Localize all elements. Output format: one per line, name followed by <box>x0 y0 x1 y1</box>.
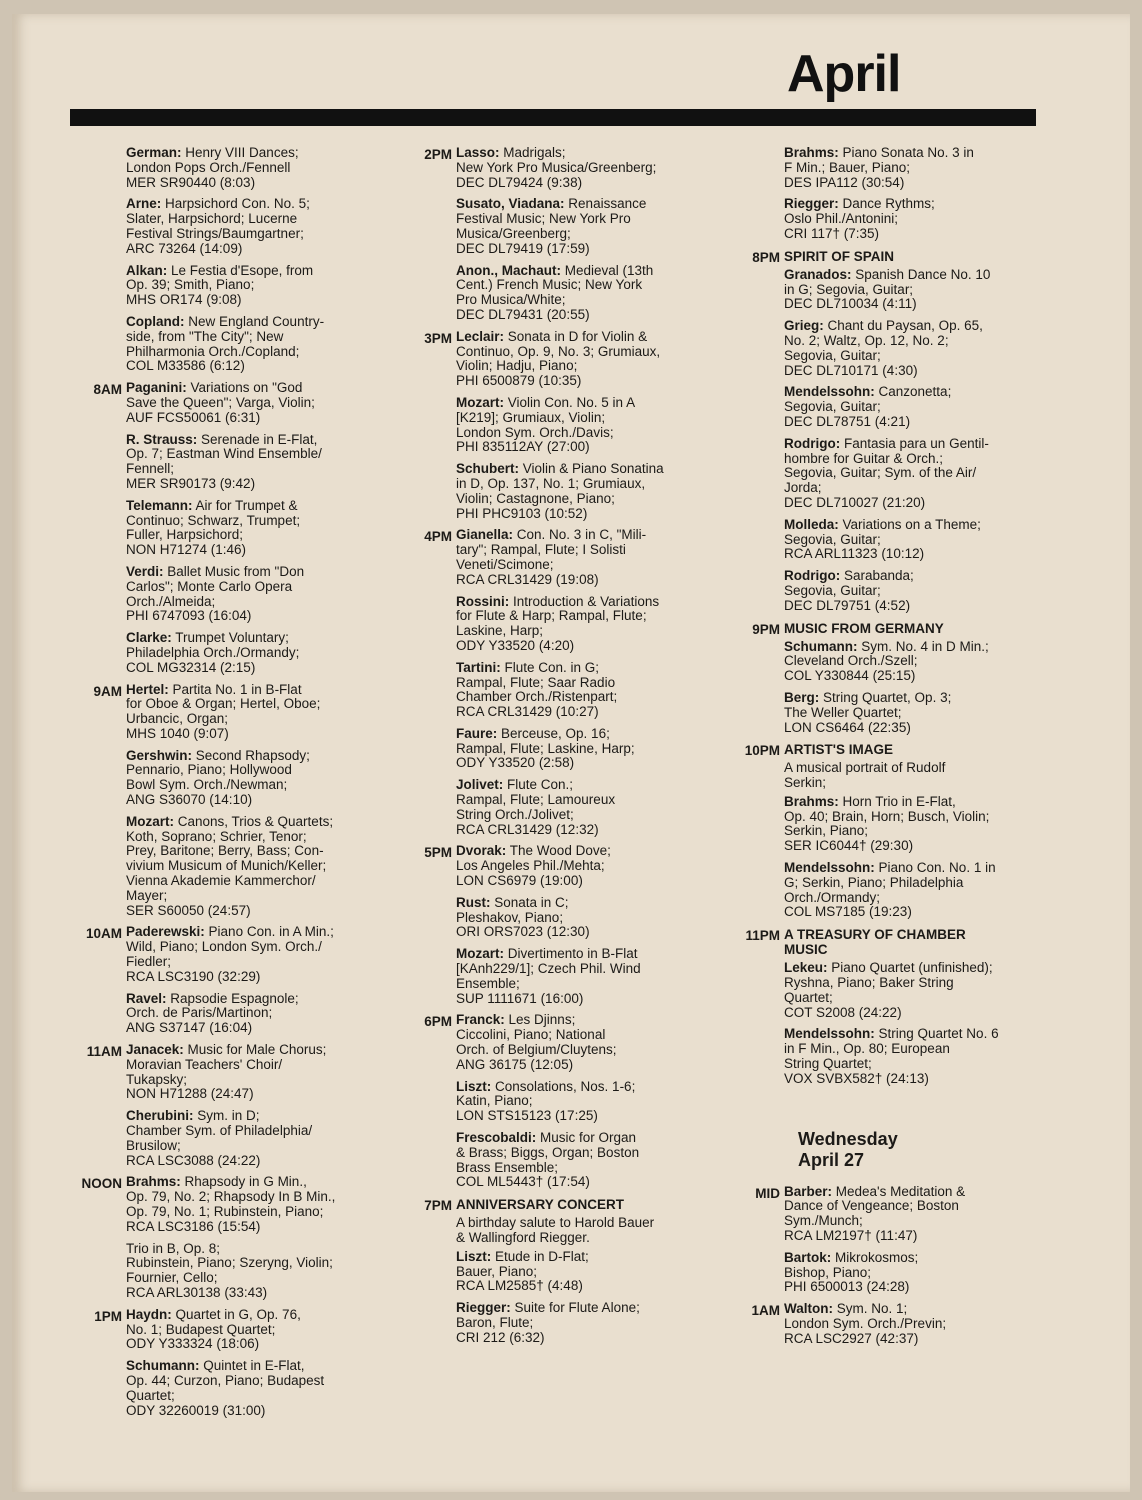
listing-details: Piano Quartet (unfinished); Ryshna, Piano; Baker String Quartet; COT S2008 (24:22) <box>784 960 993 1020</box>
listing-entry <box>126 565 374 624</box>
composer-name: Dvorak: <box>456 843 507 859</box>
listing-details: Con. No. 3 in C, "Mili- tary"; Rampal, Flute; I Solisti Veneti/Scimone; RCA CRL31429 (19:08) <box>456 527 647 587</box>
listing-details: Berceuse, Op. 16; Rampal, Flute; Laskine, Harp; ODY Y33520 (2:58) <box>456 725 635 771</box>
composer-name: Bartok: <box>784 1249 832 1265</box>
listing-details: Etude in D-Flat; Bauer, Piano; RCA LM2585† (4:48) <box>456 1248 589 1294</box>
listing-entry <box>126 315 374 374</box>
time-slot <box>74 1308 374 1419</box>
composer-name: Copland: <box>126 313 185 329</box>
listing-entry <box>784 691 1042 735</box>
time-label: 7PM <box>424 1198 452 1214</box>
program-heading: A TREASURY OF CHAMBER MUSIC <box>784 927 966 958</box>
listing-entry <box>126 381 374 425</box>
listing-entry <box>784 146 1042 190</box>
composer-name: Brahms: <box>784 145 839 160</box>
listing-entry <box>456 264 714 323</box>
listing-details: Spanish Dance No. 10 in G; Segovia, Guitar; DEC DL710034 (4:11) <box>784 266 991 312</box>
composer-name: Liszt: <box>456 1078 492 1094</box>
listing-details: Violin & Piano Sonatina in D, Op. 137, No. 1; Grumiaux, Violin; Castagnone, Piano; PHI PHC9103 (10:52) <box>456 461 664 521</box>
listing-details: Mikrokosmos; Bishop, Piano; PHI 6500013 (24:28) <box>784 1249 919 1295</box>
composer-name: Clarke: <box>126 630 172 646</box>
listing-entry <box>784 1302 1042 1346</box>
composer-name: Paderewski: <box>126 924 205 940</box>
listing-details: Medea's Meditation & Dance of Vengeance; Boston Sym./Munch; RCA LM2197† (11:47) <box>784 1183 966 1244</box>
listing-details: Piano Con. in A Min.; Wild, Piano; London Sym. Orch./ Fiedler; RCA LSC3190 (32:29) <box>126 924 334 984</box>
time-label: 4PM <box>424 529 452 545</box>
listing-entry <box>456 947 714 1006</box>
listing-details: Le Festia d'Esope, from Op. 39; Smith, Piano; MHS OR174 (9:08) <box>126 262 314 308</box>
composer-name: Verdi: <box>126 563 164 579</box>
listing-entry <box>456 1080 714 1124</box>
listing-details: Sonata in C; Pleshakov, Piano; ORI ORS7023 (12:30) <box>456 894 590 940</box>
composer-name: Frescobaldi: <box>456 1130 537 1146</box>
listing-entry <box>126 1308 374 1352</box>
time-slot <box>732 249 1042 614</box>
listing-details: Henry VIII Dances; London Pops Orch./Fennell MER SR90440 (8:03) <box>126 145 299 190</box>
listing-details: Sym. No. 4 in D Min.; Cleveland Orch./Szell; COL Y330844 (25:15) <box>784 638 989 684</box>
listing-entry <box>126 264 374 308</box>
schedule-column-3-bottom <box>732 1185 1042 1347</box>
listing-details: Quintet in E-Flat, Op. 44; Curzon, Piano; Budapest Quartet; ODY 32260019 (31:00) <box>126 1358 325 1418</box>
listing-entry <box>456 661 714 720</box>
listing-entry <box>456 146 714 190</box>
composer-name: Franck: <box>456 1012 505 1028</box>
composer-name: R. Strauss: <box>126 431 198 447</box>
listing-entry <box>126 1043 374 1102</box>
time-label: 11AM <box>86 1044 122 1060</box>
composer-name: Rust: <box>456 894 491 910</box>
time-slot <box>404 1197 714 1345</box>
program-heading: MUSIC FROM GERMANY <box>784 620 944 636</box>
header-rule <box>70 109 1036 126</box>
listing-entry <box>456 396 714 455</box>
time-slot <box>732 1185 1042 1296</box>
composer-name: Gershwin: <box>126 747 193 763</box>
time-slot <box>74 146 374 374</box>
listing-details: Music for Organ & Brass; Biggs, Organ; Boston Brass Ensemble; COL ML5443† (17:54) <box>456 1130 640 1190</box>
composer-name: Granados: <box>784 266 852 282</box>
composer-name: Tartini: <box>456 659 501 675</box>
listing-details: Consolations, Nos. 1-6; Katin, Piano; LON STS15123 (17:25) <box>456 1078 636 1124</box>
composer-name: Mendelssohn: <box>784 1026 875 1042</box>
listing-entry <box>126 992 374 1036</box>
composer-name: Ravel: <box>126 990 167 1006</box>
listing-entry <box>456 197 714 256</box>
listing-details: Dance Rythms; Oslo Phil./Antonini; CRI 117† (7:35) <box>784 196 935 241</box>
time-label: 9AM <box>93 683 122 699</box>
listing-details: Air for Trumpet & Continuo; Schwarz, Trumpet; Fuller, Harpsichord; NON H71274 (1:46) <box>126 497 301 558</box>
listing-entry <box>456 462 714 521</box>
listing-details: The Wood Dove; Los Angeles Phil./Mehta; LON CS6979 (19:00) <box>456 843 611 889</box>
time-slot <box>732 1302 1042 1346</box>
composer-name: Rodrigo: <box>784 568 841 584</box>
time-slot <box>404 1013 714 1190</box>
time-slot <box>732 146 1042 242</box>
listing-details: Quartet in G, Op. 76, No. 1; Budapest Quartet; ODY Y333324 (18:06) <box>126 1306 301 1352</box>
time-label: 2PM <box>424 147 452 162</box>
composer-name: Lekeu: <box>784 960 828 976</box>
time-slot <box>732 621 1042 736</box>
listing-details: Suite for Flute Alone; Baron, Flute; CRI 212 (6:32) <box>456 1300 640 1345</box>
composer-name: German: <box>126 145 182 160</box>
listing-entry <box>784 385 1042 429</box>
listing-details: Second Rhapsody; Pennario, Piano; Hollywood Bowl Sym. Orch./Newman; ANG S36070 (14:10) <box>126 747 310 808</box>
listing-entry <box>126 749 374 808</box>
time-label: 10PM <box>744 743 780 759</box>
composer-name: Cherubini: <box>126 1108 194 1124</box>
time-label: MID <box>755 1185 780 1201</box>
time-slot <box>732 742 1042 920</box>
composer-name: Rossini: <box>456 593 510 609</box>
composer-name: Walton: <box>784 1301 833 1317</box>
listing-details: Chant du Paysan, Op. 65, No. 2; Waltz, Op. 12, No. 2; Segovia, Guitar; DEC DL710171 (4:30) <box>784 318 983 378</box>
composer-name: Barber: <box>784 1183 833 1199</box>
listing-entry <box>456 778 714 837</box>
listing-details: Flute Con.; Rampal, Flute; Lamoureux String Orch./Jolivet; RCA CRL31429 (12:32) <box>456 777 616 837</box>
composer-name: Mendelssohn: <box>784 860 875 876</box>
composer-name: Liszt: <box>456 1248 492 1264</box>
listing-entry <box>784 268 1042 312</box>
listing-details: Madrigals; New York Pro Musica/Greenberg; DEC DL79424 (9:38) <box>456 145 657 190</box>
listing-details: Horn Trio in E-Flat, Op. 40; Brain, Horn; Busch, Violin; Serkin, Piano; SER IC6044† (29:30) <box>784 793 990 854</box>
listing-details: Flute Con. in G; Rampal, Flute; Saar Radio Chamber Orch./Ristenpart; RCA CRL31429 (10:27) <box>456 659 618 720</box>
composer-name: Mendelssohn: <box>784 384 875 400</box>
listing-entry <box>784 569 1042 613</box>
listing-details: Renaissance Festival Music; New York Pro Musica/Greenberg; DEC DL79419 (17:59) <box>456 196 647 256</box>
listing-details: Sarabanda; Segovia, Guitar; DEC DL79751 (4:52) <box>784 568 914 613</box>
time-slot <box>404 844 714 1006</box>
composer-name: Janacek: <box>126 1042 184 1058</box>
time-slot <box>74 381 374 675</box>
time-label: 1AM <box>751 1303 780 1319</box>
program-description: A birthday salute to Harold Bauer & Wallingford Riegger. <box>456 1215 655 1245</box>
composer-name: Telemann: <box>126 497 193 513</box>
listing-details: Piano Sonata No. 3 in F Min.; Bauer, Piano; DES IPA112 (30:54) <box>784 145 974 190</box>
composer-name: Molleda: <box>784 516 839 532</box>
listing-entry <box>126 1175 374 1234</box>
composer-name: Paganini: <box>126 380 187 396</box>
listing-details: Trumpet Voluntary; Philadelphia Orch./Ormandy; COL MG32314 (2:15) <box>126 630 300 675</box>
composer-name: Lasso: <box>456 145 500 160</box>
time-label: 8AM <box>93 382 122 398</box>
composer-name: Riegger: <box>784 196 839 212</box>
program-heading: ARTIST'S IMAGE <box>784 742 893 758</box>
time-label: 5PM <box>424 845 452 861</box>
listing-entry <box>456 595 714 654</box>
listing-entry <box>126 815 374 919</box>
listing-entry <box>126 1242 374 1301</box>
listing-entry <box>784 1251 1042 1295</box>
time-slot <box>74 925 374 1036</box>
composer-name: Riegger: <box>456 1300 511 1316</box>
listing-details: Trio in B, Op. 8; Rubinstein, Piano; Szeryng, Violin; Fournier, Cello; RCA ARL30138 (33:43) <box>126 1240 333 1300</box>
listing-details: Sym. in D; Chamber Sym. of Philadelphia/ Brusilow; RCA LSC3088 (24:22) <box>126 1108 313 1168</box>
composer-name: Brahms: <box>784 793 839 809</box>
day-date: April 27 <box>798 1149 865 1170</box>
page-title: April <box>787 45 901 103</box>
composer-name: Alkan: <box>126 262 168 278</box>
listing-entry <box>784 319 1042 378</box>
listing-entry <box>126 683 374 742</box>
listing-details: String Quartet No. 6 in F Min., Op. 80; European String Quartet; VOX SVBX582† (24:13) <box>784 1026 999 1086</box>
listing-details: String Quartet, Op. 3; The Weller Quartet; LON CS6464 (22:35) <box>784 689 952 735</box>
schedule-column-2 <box>404 146 714 1353</box>
listing-details: Introduction & Variations for Flute & Harp; Rampal, Flute; Laskine, Harp; ODY Y33520 (4:20) <box>456 593 660 653</box>
listing-entry <box>126 433 374 492</box>
listing-entry <box>456 896 714 940</box>
magazine-page <box>12 14 1130 1492</box>
composer-name: Jolivet: <box>456 777 504 793</box>
composer-name: Berg: <box>784 689 820 705</box>
listing-details: Piano Con. No. 1 in G; Serkin, Piano; Philadelphia Orch./Ormandy; COL MS7185 (19:23) <box>784 860 996 920</box>
composer-name: Rodrigo: <box>784 435 841 451</box>
composer-name: Mozart: <box>456 946 504 962</box>
listing-details: Fantasia para un Gentil- hombre for Guitar & Orch.; Segovia, Guitar; Sym. of the Air/ Jorda; DEC DL710027 (21:20) <box>784 435 989 510</box>
time-slot <box>732 927 1042 1086</box>
listing-entry <box>126 1109 374 1168</box>
time-label: 8PM <box>752 249 780 265</box>
listing-details: Variations on a Theme; Segovia, Guitar; RCA ARL11323 (10:12) <box>784 516 981 562</box>
listing-entry <box>456 1013 714 1072</box>
schedule-column-3 <box>732 146 1042 1354</box>
composer-name: Schumann: <box>784 638 858 654</box>
listing-details: Partita No. 1 in B-Flat for Oboe & Organ; Hertel, Oboe; Urbancic, Organ; MHS 1040 (9:07) <box>126 681 321 741</box>
listing-details: Rhapsody in G Min., Op. 79, No. 2; Rhapsody In B Min., Op. 79, No. 1; Rubinstein, Piano; RCA LSC3186 (15:54) <box>126 1174 336 1234</box>
program-heading: ANNIVERSARY CONCERT <box>456 1197 625 1213</box>
time-label: 11PM <box>745 928 780 944</box>
time-label: 6PM <box>424 1014 452 1030</box>
composer-name: Mozart: <box>456 394 504 410</box>
listing-entry <box>784 861 1042 920</box>
time-label: 10AM <box>85 926 122 942</box>
listing-entry <box>784 197 1042 241</box>
listing-details: Sonata in D for Violin & Continuo, Op. 9, No. 3; Grumiaux, Violin; Hadju, Piano; PHI 6500879 (10:35) <box>456 328 661 389</box>
day-weekday: Wednesday <box>798 1128 898 1149</box>
composer-name: Mozart: <box>126 813 174 829</box>
listing-entry <box>126 146 374 190</box>
listing-details: Harpsichord Con. No. 5; Slater, Harpsichord; Lucerne Festival Strings/Baumgartner; ARC 73264 (14:09) <box>126 196 310 256</box>
time-slot <box>74 1175 374 1300</box>
listing-details: Divertimento in B-Flat [KAnh229/1]; Czech Phil. Wind Ensemble; SUP 1111671 (16:00) <box>456 946 641 1006</box>
schedule-column-1 <box>74 146 374 1425</box>
listing-details: Medieval (13th Cent.) French Music; New York Pro Musica/White; DEC DL79431 (20:55) <box>456 262 654 322</box>
program-description: A musical portrait of Rudolf Serkin; <box>784 760 946 791</box>
schedule-column-3-top <box>732 146 1042 1087</box>
program-heading: SPIRIT OF SPAIN <box>784 248 895 264</box>
listing-entry <box>456 330 714 389</box>
listing-entry <box>456 1301 714 1345</box>
listing-details: Sym. No. 1; London Sym. Orch./Previn; RCA LSC2927 (42:37) <box>784 1301 947 1346</box>
listing-details: New England Country- side, from "The City"; New Philharmonia Orch./Copland; COL M33586 (6:12) <box>126 313 325 374</box>
composer-name: Susato, Viadana: <box>456 196 565 212</box>
listing-details: Les Djinns; Ciccolini, Piano; National Orch. of Belgium/Cluytens; ANG 36175 (12:05) <box>456 1012 617 1072</box>
listing-entry <box>784 1027 1042 1086</box>
composer-name: Schumann: <box>126 1358 200 1374</box>
time-slot <box>74 1043 374 1168</box>
time-label: NOON <box>81 1176 122 1192</box>
time-slot <box>404 528 714 837</box>
composer-name: Schubert: <box>456 461 520 477</box>
listing-entry <box>784 640 1042 684</box>
listing-entry <box>784 795 1042 854</box>
listing-entry <box>456 1131 714 1190</box>
composer-name: Anon., Machaut: <box>456 262 561 278</box>
listing-entry <box>456 1250 714 1294</box>
listing-entry <box>784 1185 1042 1244</box>
composer-name: Haydn: <box>126 1306 172 1322</box>
time-label: 1PM <box>94 1308 122 1324</box>
listing-details: Ballet Music from "Don Carlos"; Monte Carlo Opera Orch./Almeida; PHI 6747093 (16:04) <box>126 563 305 624</box>
listing-entry <box>456 727 714 771</box>
listing-entry <box>126 631 374 675</box>
listing-entry <box>784 518 1042 562</box>
composer-name: Arne: <box>126 196 162 212</box>
listing-entry <box>784 961 1042 1020</box>
composer-name: Hertel: <box>126 681 169 697</box>
listing-details: Variations on "God Save the Queen"; Varga, Violin; AUF FCS50061 (6:31) <box>126 380 315 425</box>
listing-entry <box>126 1359 374 1418</box>
listing-details: Canzonetta; Segovia, Guitar; DEC DL78751 (4:21) <box>784 384 952 429</box>
listing-details: Canons, Trios & Quartets; Koth, Soprano; Schrier, Tenor; Prey, Baritone; Berry, Bass; Con- vivium Musicum of Munich/Keller; Vienna Akademie Kammerchor/ Mayer; SER S60050 (24:57) <box>126 813 334 918</box>
listing-details: Rapsodie Espagnole; Orch. de Paris/Martinon; ANG S37147 (16:04) <box>126 990 299 1036</box>
time-slot <box>404 146 714 323</box>
listing-details: Music for Male Chorus; Moravian Teachers' Choir/ Tukapsky; NON H71288 (24:47) <box>126 1042 327 1102</box>
composer-name: Leclair: <box>456 328 505 344</box>
listing-entry <box>126 925 374 984</box>
composer-name: Faure: <box>456 725 498 741</box>
composer-name: Brahms: <box>126 1174 181 1190</box>
listing-details: Violin Con. No. 5 in A [K219]; Grumiaux, Violin; London Sym. Orch./Davis; PHI 835112AY (27:00) <box>456 394 636 455</box>
listing-entry <box>456 844 714 888</box>
listing-entry <box>126 499 374 558</box>
time-slot <box>404 330 714 522</box>
time-label: 9PM <box>752 621 780 637</box>
day-heading <box>798 1129 1042 1171</box>
composer-name: Gianella: <box>456 527 514 543</box>
time-slot <box>74 683 374 919</box>
listing-entry <box>784 437 1042 511</box>
listing-entry <box>126 197 374 256</box>
listing-entry <box>456 528 714 587</box>
composer-name: Grieg: <box>784 318 824 334</box>
time-label: 3PM <box>424 330 452 346</box>
listing-details: Serenade in E-Flat, Op. 7; Eastman Wind Ensemble/ Fennell; MER SR90173 (9:42) <box>126 431 322 491</box>
